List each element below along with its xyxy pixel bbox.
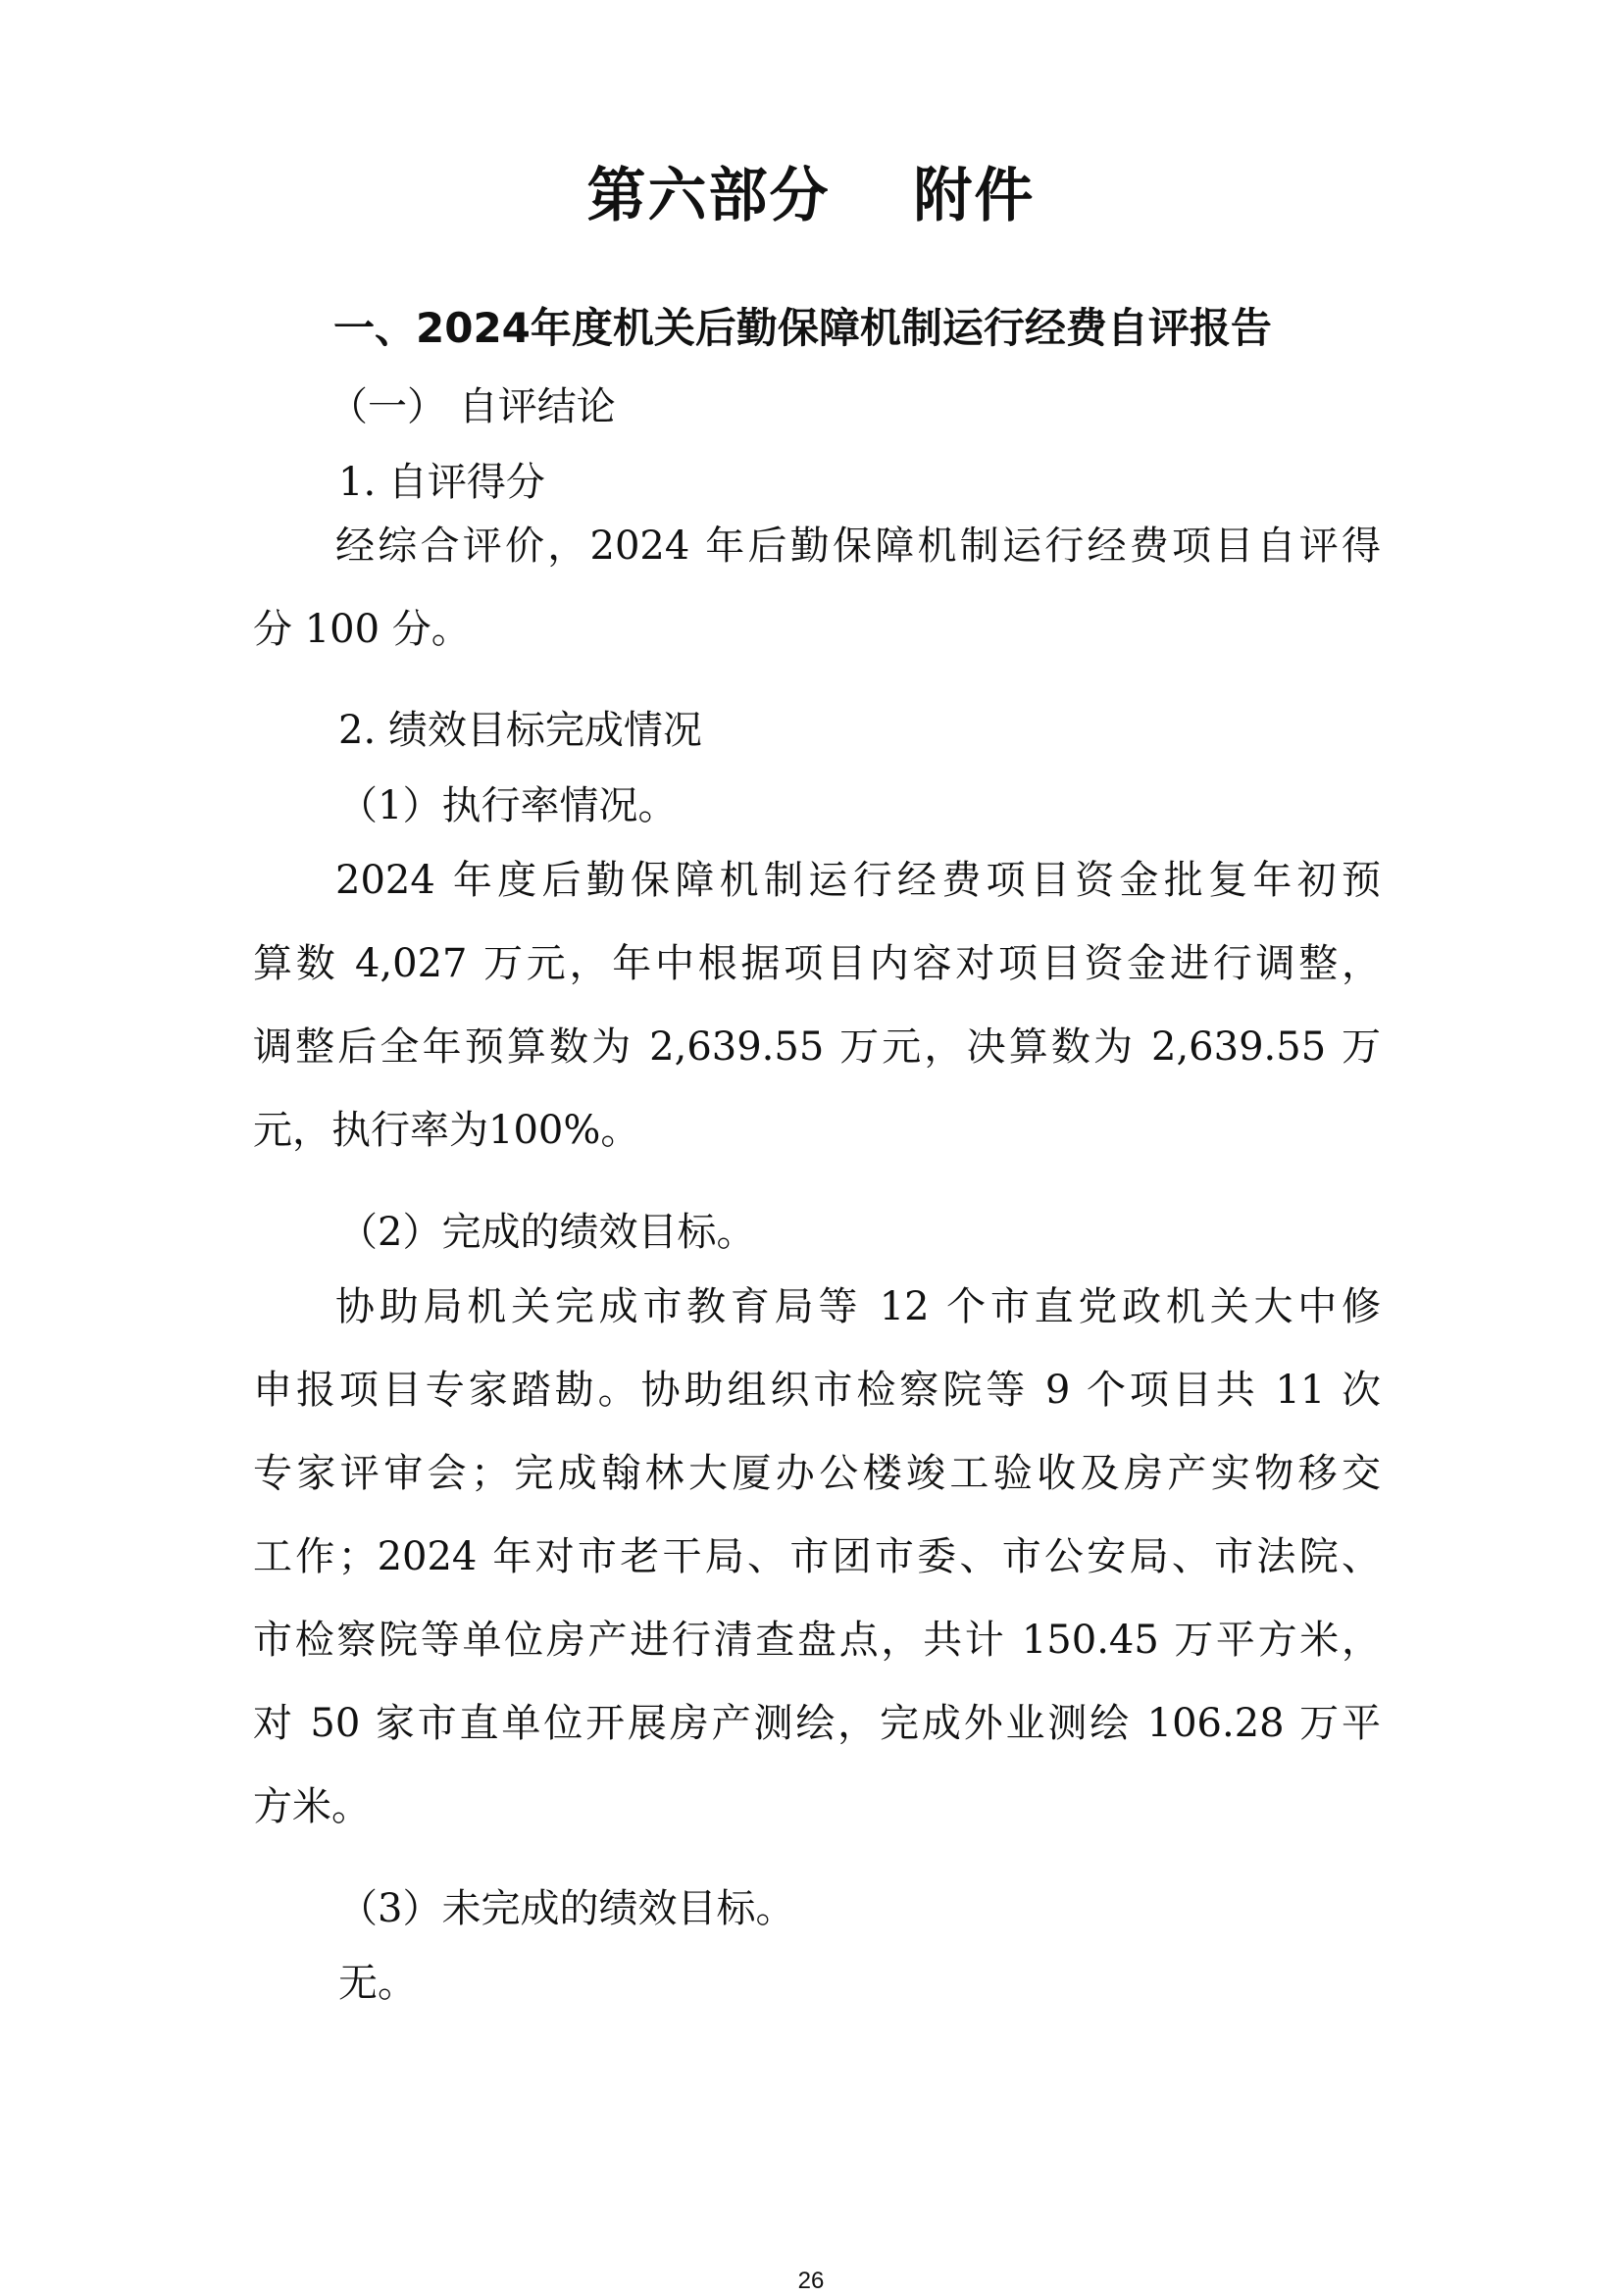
paragraph-line: 元，执行率为100%。 — [253, 1108, 640, 1153]
paragraph-line: 申报项目专家踏勘。协助组织市检察院等 9 个项目共 11 次 — [253, 1368, 1381, 1413]
paragraph-line: 协助局机关完成市教育局等 12 个市直党政机关大中修 — [335, 1284, 1381, 1329]
item-heading-uncompleted-goals: （3）未完成的绩效目标。 — [338, 1886, 795, 1931]
section-heading: 一、2024年度机关后勤保障机制运行经费自评报告 — [333, 304, 1272, 352]
item-heading-completed-goals: （2）完成的绩效目标。 — [338, 1210, 756, 1255]
paragraph-line: 分 100 分。 — [253, 607, 471, 652]
paragraph-line: 方米。 — [253, 1784, 371, 1829]
paragraph-line: 对 50 家市直单位开展房产测绘，完成外业测绘 106.28 万平 — [253, 1701, 1381, 1746]
page-title: 第六部分 附件 — [586, 162, 1036, 230]
paragraph-line: 工作；2024 年对市老干局、市团市委、市公安局、市法院、 — [253, 1534, 1381, 1579]
paragraph-line: 算数 4,027 万元，年中根据项目内容对项目资金进行调整， — [253, 941, 1381, 986]
item-heading-score: 1. 自评得分 — [338, 460, 545, 505]
item-heading-execution-rate: （1）执行率情况。 — [338, 783, 678, 828]
page-number: 26 — [797, 2268, 825, 2294]
paragraph-line: 调整后全年预算数为 2,639.55 万元，决算数为 2,639.55 万 — [253, 1024, 1381, 1070]
item-heading-goals: 2. 绩效目标完成情况 — [338, 708, 702, 753]
paragraph-line: 2024 年度后勤保障机制运行经费项目资金批复年初预 — [335, 858, 1381, 903]
paragraph-line: 无。 — [338, 1961, 417, 2006]
paragraph-line: 经综合评价，2024 年后勤保障机制运行经费项目自评得 — [335, 524, 1381, 569]
paragraph-line: 专家评审会；完成翰林大厦办公楼竣工验收及房产实物移交 — [253, 1451, 1381, 1496]
paragraph-line: 市检察院等单位房产进行清查盘点，共计 150.45 万平方米， — [253, 1618, 1381, 1663]
subsection-heading-conclusion: （一） 自评结论 — [329, 384, 616, 429]
